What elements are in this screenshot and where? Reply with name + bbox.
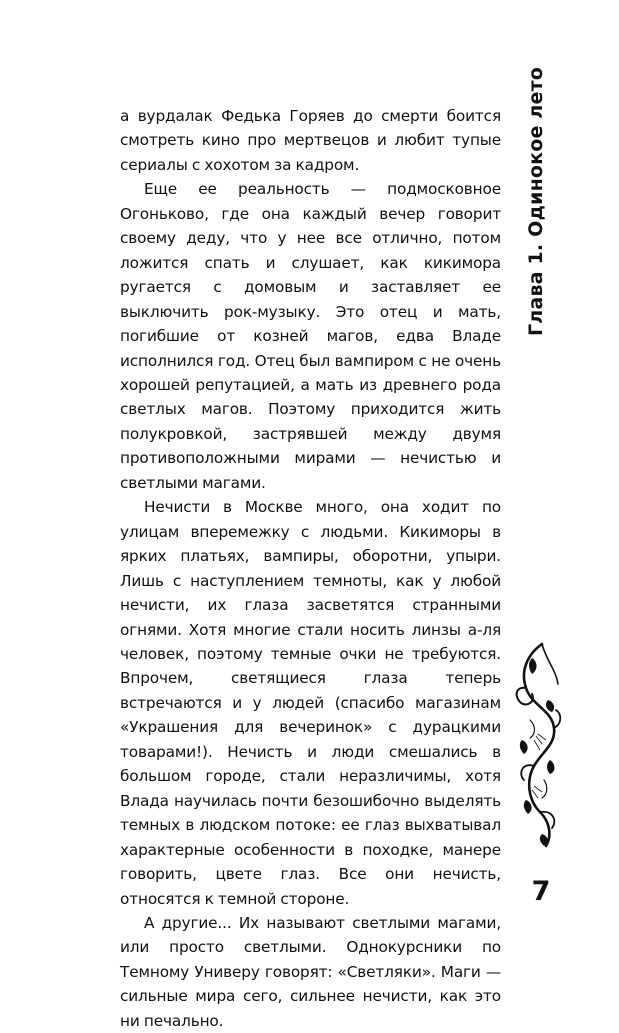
paragraph: Нечисти в Москве много, она ходит по улицам вперемежку с людьми. Кикиморы в ярких платьях, вампиры, оборотни, упыри. Лишь с наступлением темноты, как у любой нечисти, их глаза засветятся странными огнями. Хотя многие стали носить линзы а-ля человек, поэтому темные очки не требуются. Впрочем, светящиеся глаза теперь встречаются и у людей (спасибо магазинам «Украшения для вечеринок» с дурацкими товарами!). Нечисть и люди смешались в большом городе, стали неразличимы, хотя Влада научилась почти безошибочно выделять темных в людском потоке: ее глаз выхватывал характерные особенности в походке, манере говорить, цвете глаз. Все они нечисть, относятся к темной стороне. (120, 498, 501, 908)
page-number: 7 (531, 876, 551, 907)
body-text (120, 104, 501, 1033)
running-head (521, 66, 551, 336)
paragraph: Еще ее реальность — подмосковное Огоньково, где она каждый вечер говорит своему деду, что у нее все отлично, потом ложится спать и слушает, как кикимора ругается с домовым и заставляет ее выключить рок-музыку. Это отец и мать, погибшие от козней магов, едва Владе исполнился год. Отец был вампиром с не очень хорошей репутацией, а мать из древнего рода светлых магов. Поэтому приходится жить полукровкой, застрявшей между двумя противоположными мирами — нечистью и светлыми магами. (120, 180, 501, 492)
paragraph: А другие... Их называют светлыми магами, или просто светлыми. Однокурсники по Темному Универу говорят: «Светляки». Маги — сильные мира сего, сильнее нечисти, как это ни печально. (120, 913, 501, 1030)
paragraph-continuation: а вурдалак Федька Горяев до смерти боится смотреть кино про мертвецов и любит тупые сериалы с хохотом за кадром. (120, 107, 501, 174)
vine-ornament-icon (512, 640, 564, 850)
chapter-title: Глава 1. Одинокое лето (525, 66, 547, 336)
